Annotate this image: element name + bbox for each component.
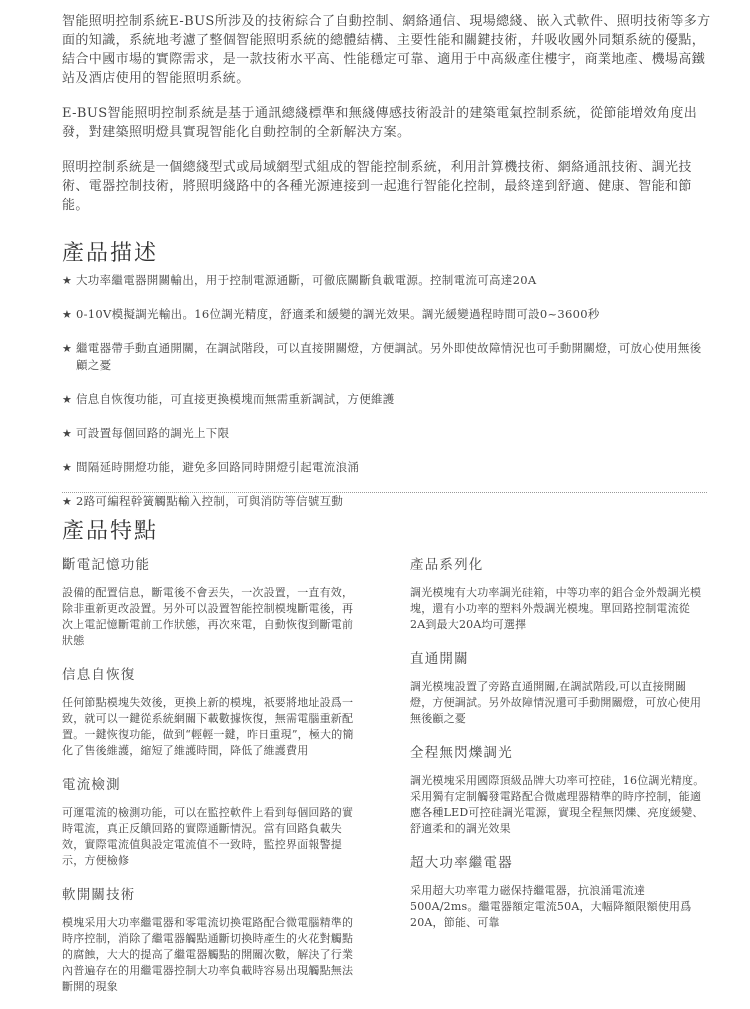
feature-block bbox=[62, 663, 357, 759]
star-bullet-icon: ★ bbox=[62, 308, 73, 321]
feature-block bbox=[62, 773, 357, 869]
description-item-text: 可設置每個回路的調光上下限 bbox=[76, 426, 230, 440]
intro-paragraph-1: 智能照明控制系統E-BUS所涉及的技術綜合了自動控制、網絡通信、現場總綫、嵌入式軟件、照明技術等多方面的知識，系統地考濾了整個智能照明系統的總體結構、主要性能和關鍵技術，幷吸收國外同類系統的優點，結合中國市場的實際需求，是一款技術水平高、性能穩定可靠、適用于中高級產住樓宇，商業地產、機場高鐵站及酒店使用的智能照明系統。 bbox=[62, 14, 711, 86]
product-description-heading: 產品描述 bbox=[62, 241, 159, 266]
feature-text: 采用超大功率電力磁保持繼電器，抗浪涌電流達500A/2ms。繼電器額定電流50A，大幅降額限額使用爲20A，節能、可靠 bbox=[410, 884, 692, 929]
star-bullet-icon: ★ bbox=[62, 274, 73, 287]
star-bullet-icon: ★ bbox=[62, 461, 73, 474]
description-item-text: 間隔延時開燈功能，避免多回路同時開燈引起電流浪涌 bbox=[76, 460, 360, 474]
intro-paragraph-3: 照明控制系統是一個總綫型式或局域網型式組成的智能控制系統，利用計算機技術、網絡通訊技術、調光技術、電器控制技術，將照明綫路中的各種光源連接到一起進行智能化控制，最終達到舒適、健康、智能和節能。 bbox=[62, 160, 692, 213]
feature-title: 全程無閃爍調光 bbox=[410, 745, 513, 761]
description-item bbox=[62, 306, 712, 323]
feature-title: 產品系列化 bbox=[410, 557, 484, 573]
star-bullet-icon: ★ bbox=[62, 342, 73, 355]
product-description-list bbox=[62, 272, 712, 527]
feature-title: 超大功率繼電器 bbox=[410, 855, 513, 871]
feature-title: 軟開關技術 bbox=[62, 887, 136, 903]
feature-text: 模塊采用大功率繼電器和零電流切換電路配合微電腦精準的時序控制，消除了繼電器觸點通斷切換時產生的火花對觸點的腐蝕，大大的提高了繼電器觸點的開關次數，解決了行業內普遍存在的用繼電器控制大功率負載時容易出現觸點無法斷開的現象 bbox=[62, 916, 354, 993]
feature-block bbox=[410, 553, 705, 633]
description-item-text: 大功率繼電器開關輸出，用于控制電源通斷，可徹底關斷負載電源。控制電流可高達20A bbox=[76, 273, 537, 287]
feature-block bbox=[410, 851, 705, 931]
feature-title: 斷電記憶功能 bbox=[62, 557, 151, 573]
features-right-column bbox=[410, 553, 705, 945]
feature-title: 直通開關 bbox=[410, 651, 469, 667]
feature-text: 調光模塊采用國際頂級品牌大功率可控硅，16位調光精度。采用獨有定制觸發電路配合微處理器精準的時序控制，能適應各種LED可控硅調光電源，實現全程無閃爍、亮度緩變、舒適柔和的調光效果 bbox=[410, 774, 705, 835]
feature-block bbox=[410, 647, 705, 727]
feature-block bbox=[62, 883, 357, 995]
star-bullet-icon: ★ bbox=[62, 393, 73, 406]
intro-section bbox=[62, 12, 712, 231]
description-item bbox=[62, 425, 712, 442]
description-item-text: 0-10V模擬調光輸出。16位調光精度，舒適柔和緩變的調光效果。調光緩變過程時間可設0~3600秒 bbox=[76, 307, 600, 321]
description-item-text: 2路可編程幹簧觸點輸入控制，可與消防等信號互動 bbox=[76, 494, 344, 508]
feature-text: 調光模塊有大功率調光硅箱，中等功率的鋁合金外殼調光模塊，還有小功率的塑料外殼調光模塊。單回路控制電流從2A到最大20A均可選擇 bbox=[410, 586, 702, 631]
feature-text: 任何節點模塊失效後，更換上新的模塊，祇要將地址設爲一致，就可以一鍵從系統網關下載數據恢復，無需電腦重新配置。一鍵恢復功能，做到“輕輕一鍵，昨日重現”，極大的簡化了售後維護，縮短了維護時間，降低了維護費用 bbox=[62, 696, 354, 757]
feature-title: 信息自恢復 bbox=[62, 667, 136, 683]
star-bullet-icon: ★ bbox=[62, 495, 73, 508]
feature-title: 電流檢測 bbox=[62, 777, 121, 793]
feature-text: 可運電流的檢測功能，可以在監控軟件上看到每個回路的實時電流，真正反饋回路的實際通斷情況。當有回路負載失效，實際電流值與設定電流值不一致時，監控界面報警提示，方便檢修 bbox=[62, 806, 354, 867]
feature-block bbox=[62, 553, 357, 649]
description-item bbox=[62, 391, 712, 408]
section-divider bbox=[62, 492, 707, 493]
feature-text: 調光模塊設置了旁路直通開關,在調試階段,可以直接開關燈，方便調試。另外故障情況還可手動開關燈，可放心使用無後顧之憂 bbox=[410, 680, 702, 725]
description-item bbox=[62, 493, 712, 510]
intro-paragraph-2: E-BUS智能照明控制系統是基于通訊總綫標準和無綫傳感技術設計的建築電氣控制系統，從節能增效角度出發，對建築照明燈具實現智能化自動控制的全新解決方案。 bbox=[62, 106, 698, 140]
feature-text: 設備的配置信息，斷電後不會丟失，一次設置，一直有效，除非重新更改設置。另外可以設置智能控制模塊斷電後，再次上電記憶斷電前工作狀態，再次來電，自動恢復到斷電前狀態 bbox=[62, 586, 354, 647]
description-item bbox=[62, 340, 712, 374]
description-item bbox=[62, 459, 712, 476]
star-bullet-icon: ★ bbox=[62, 427, 73, 440]
product-features-heading: 產品特點 bbox=[62, 519, 159, 544]
description-item-text: 信息自恢復功能，可直接更換模塊而無需重新調試，方便維護 bbox=[76, 392, 395, 406]
description-item-text: 繼電器帶手動直通開關，在調試階段，可以直接開關燈，方便調試。另外即使故障情況也可手動開關燈，可放心使用無後顧之憂 bbox=[76, 341, 702, 372]
feature-block bbox=[410, 741, 705, 837]
features-left-column bbox=[62, 553, 357, 1009]
description-item bbox=[62, 272, 712, 289]
